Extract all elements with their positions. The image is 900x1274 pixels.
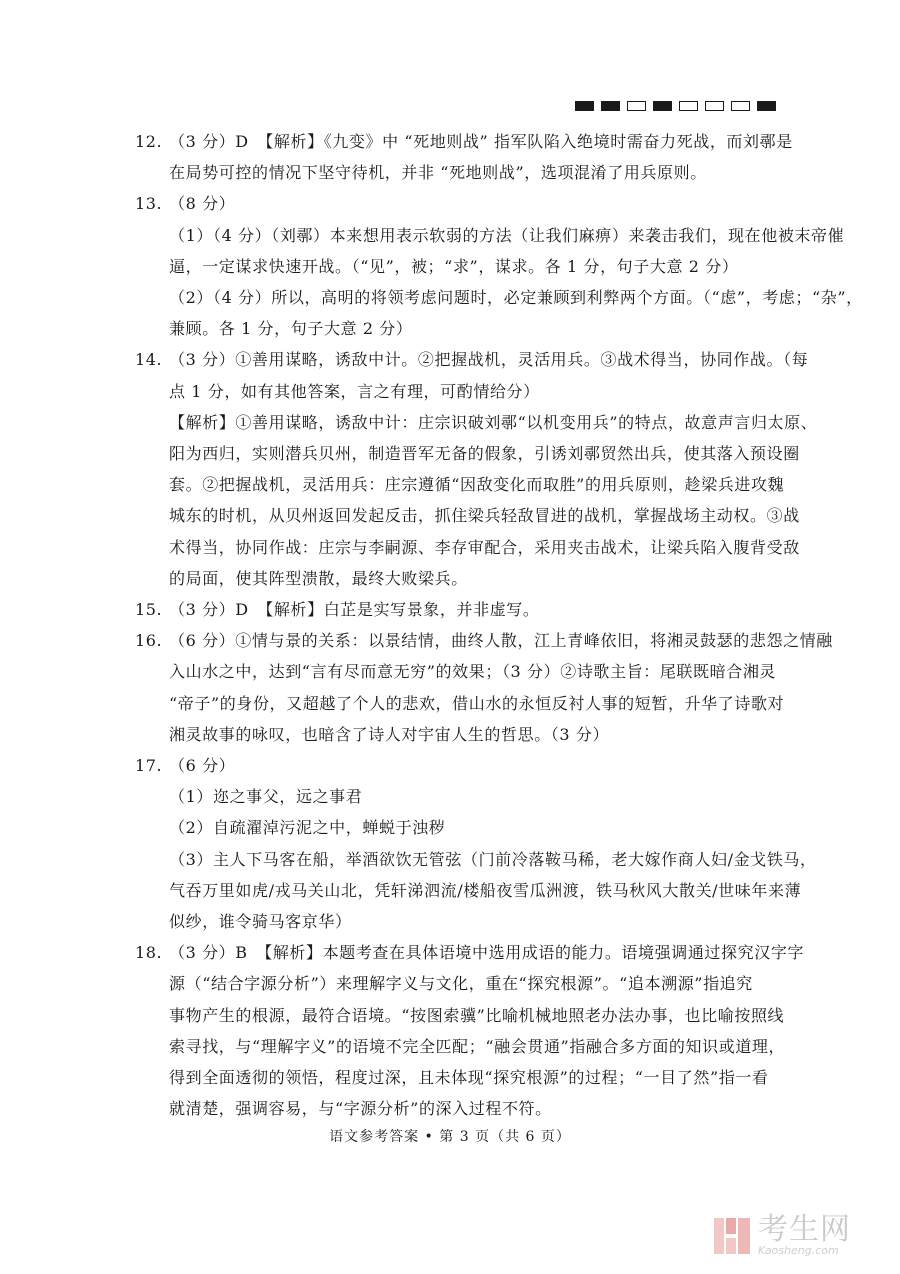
page-footer: 语文参考答案 • 第 3 页（共 6 页）: [329, 1129, 571, 1145]
question-12: [135, 126, 793, 188]
question-answer: [169, 344, 817, 594]
question-18: [135, 937, 805, 1124]
question-16: [135, 625, 833, 750]
answer-line: 逼，一定谋求快速开战。（“见”，被；“求”，谋求。各 1 分，句子大意 2 分）: [169, 256, 739, 276]
question-number: 16.: [135, 631, 163, 651]
watermark-url: Kaosheng.com: [758, 1244, 839, 1257]
question-number: 14.: [135, 350, 163, 370]
question-answer: [169, 937, 804, 1124]
answer-line: 【解析】①善用谋略，诱敌中计：庄宗识破刘鄩“以机变用兵”的特点，故意声言归太原、: [169, 412, 818, 432]
question-answer: [169, 750, 817, 937]
answer-line: 就清楚，强调容易，与“字源分析”的深入过程不符。: [169, 1099, 552, 1119]
answer-line: （3 分）①善用谋略，诱敌中计。②把握战机，灵活用兵。③战术得当，协同作战。（每: [169, 350, 809, 370]
answer-line: （1）（4 分）（刘鄩）本来想用表示软弱的方法（让我们麻痹）来袭击我们，现在他被末帝催: [169, 225, 845, 245]
answer-line: 点 1 分，如有其他答案，言之有理，可酌情给分）: [169, 381, 540, 401]
question-number: 13.: [135, 194, 163, 214]
question-answer: [169, 188, 863, 344]
question-17: [135, 750, 817, 937]
answer-line: 兼顾。各 1 分，句子大意 2 分）: [169, 319, 413, 339]
header-mark: [653, 101, 672, 111]
question-answer: [169, 625, 833, 750]
header-mark: [601, 101, 620, 111]
answer-line: 气吞万里如虎/戎马关山北，凭轩涕泗流/楼船夜雪瓜洲渡，铁马秋风大散关/世味年来薄: [169, 880, 802, 900]
answer-line: “帝子”的身份，又超越了个人的悲欢，借山水的永恒反衬人事的短暂，升华了诗歌对: [169, 693, 785, 713]
header-mark: [731, 101, 750, 111]
question-13: [135, 188, 863, 344]
header-mark: [575, 101, 594, 111]
question-number: 12.: [135, 132, 163, 151]
answer-line: （3）主人下马客在船，举酒欲饮无管弦（门前冷落鞍马稀，老大嫁作商人妇/金戈铁马，: [169, 849, 817, 869]
question-answer: [169, 126, 793, 188]
answer-line: 索寻找，与“理解字义”的语境不完全匹配；“融会贯通”指融合多方面的知识或道理，: [169, 1036, 786, 1056]
answer-line: （3 分）D 【解析】《九变》中 “死地则战” 指军队陷入绝境时需奋力死战，而刘鄩是: [169, 132, 793, 151]
header-mark: [627, 101, 646, 111]
answer-line: （2）自疏濯淖污泥之中，蝉蜕于浊秽: [169, 818, 446, 838]
answer-content: [135, 126, 863, 1125]
answer-line: （8 分）: [169, 194, 236, 214]
answer-line: 源（“结合字源分析”）来理解字义与文化，重在“探究根源”。“追本溯源”指追究: [169, 974, 753, 994]
question-15: [135, 594, 775, 625]
header-mark: [705, 101, 724, 111]
question-number: 17.: [135, 756, 163, 776]
header-mark: [757, 101, 776, 111]
answer-line: 的局面，使其阵型溃散，最终大败梁兵。: [169, 568, 468, 588]
answer-line: 得到全面透彻的领悟，程度过深，且未体现“探究根源”的过程；“一目了然”指一看: [169, 1068, 769, 1088]
answer-line: 阳为西归，实则潜兵贝州，制造晋军无备的假象，引诱刘鄩贸然出兵，使其落入预设圈: [169, 444, 800, 464]
answer-line: 湘灵故事的咏叹，也暗含了诗人对宇宙人生的哲思。（3 分）: [169, 724, 610, 744]
answer-line: 入山水之中，达到“言有尽而意无穷”的效果；（3 分）②诗歌主旨：尾联既暗合湘灵: [169, 662, 777, 682]
answer-line: （3 分）D 【解析】白芷是实写景象，并非虚写。: [169, 600, 540, 620]
answer-line: （1）迩之事父，远之事君: [169, 787, 363, 807]
question-number: 15.: [135, 600, 163, 620]
question-14: [135, 344, 818, 594]
watermark-title: 考生网: [758, 1212, 851, 1247]
question-number: 18.: [135, 943, 163, 963]
answer-line: 似纱，谁令骑马客京华）: [169, 912, 352, 932]
header-mark: [679, 101, 698, 111]
answer-line: 事物产生的根源，最符合语境。“按图索骥”比喻机械地照老办法办事，也比喻按照线: [169, 1005, 785, 1025]
header-marks: [575, 101, 776, 111]
answer-line: 套。②把握战机，灵活用兵：庄宗遵循“因敌变化而取胜”的用兵原则，趁梁兵进攻魏: [169, 475, 785, 495]
answer-line: 在局势可控的情况下坚守待机，并非 “死地则战”，选项混淆了用兵原则。: [169, 163, 707, 183]
kaosheng-logo-icon: [712, 1216, 752, 1256]
answer-line: （2）（4 分）所以，高明的将领考虑问题时，必定兼顾到利弊两个方面。（“虑”，考虑；“杂”，: [169, 288, 863, 308]
answer-line: 术得当，协同作战：庄宗与李嗣源、李存审配合，采用夹击战术，让梁兵陷入腹背受敌: [169, 537, 800, 557]
question-answer: [169, 594, 775, 625]
answer-line: （6 分）①情与景的关系：以景结情，曲终人散，江上青峰依旧，将湘灵鼓瑟的悲怨之情融: [169, 631, 833, 651]
answer-line: （3 分）B 【解析】本题考查在具体语境中选用成语的能力。语境强调通过探究汉字字: [169, 943, 805, 963]
watermark: [712, 1212, 851, 1257]
answer-line: 城东的时机，从贝州返回发起反击，抓住梁兵轻敌冒进的战机，掌握战场主动权。③战: [169, 506, 800, 526]
answer-line: （6 分）: [169, 756, 236, 776]
